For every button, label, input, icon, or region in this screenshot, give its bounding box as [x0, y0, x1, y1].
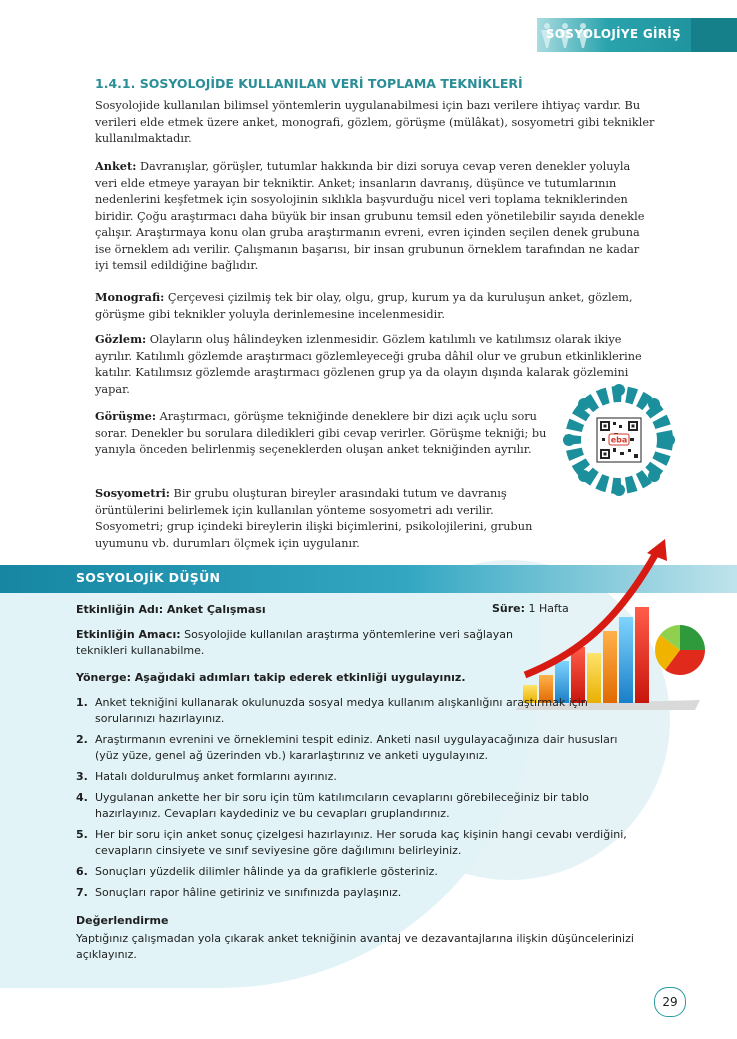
gozlem-term: Gözlem:: [95, 332, 147, 346]
evaluation-text: Yaptığınız çalışmadan yola çıkarak anket tekniğinin avantaj ve dezavantajlarına ilişkin düşüncelerinizi açıklayınız.: [76, 932, 634, 961]
activity-duration-value: 1 Hafta: [525, 602, 569, 615]
activity-purpose-value: Sosyolojide kullanılan araştırma yöntemlerine veri sağlayan teknikleri kullanabilme.: [76, 628, 513, 657]
step-number: 6.: [76, 865, 88, 878]
eba-logo: eba: [610, 435, 628, 445]
step-text: Anket tekniğini kullanarak okulunuzda sosyal medya kullanım alışkanlığını araştırmak için sorularınızı hazırlayınız.: [95, 696, 588, 725]
gorusme-text: Araştırmacı, görüşme tekniğinde deneklere bir dizi açık uçlu soru sorar. Denekler bu sorulara diledikleri gibi cevap verirler. Görüşme tekniği; bu yanıyla önceden belirlenmiş seçeneklerden oluşan anket tekniğinden ayrılır.: [95, 410, 547, 456]
anket-paragraph: [95, 158, 655, 275]
sosyometri-text: Bir grubu oluşturan bireyler arasındaki tutum ve davranış örüntülerini belirlemek için kullanılan yönteme sosyometri adı verilir. Sosyometri; grup içindeki bireylerin ilişki biçimlerini, psikolojilerini, grubun uyumunu vb. durumları ölçmek için uygulanır.: [95, 487, 533, 550]
step-text: Araştırmanın evrenini ve örneklemini tespit ediniz. Anketi nasıl uygulayacağınıza dair hususları (yüz yüze, genel ağ üzerinden vb.) kararlaştırınız ve anketi uygulayınız.: [95, 733, 618, 762]
monografi-term: Monografi:: [95, 290, 165, 304]
monografi-paragraph: [95, 289, 655, 323]
section-title: 1.4.1. SOSYOLOJİDE KULLANILAN VERİ TOPLAMA TEKNİKLERİ: [95, 76, 523, 91]
step-number: 2.: [76, 733, 88, 746]
gozlem-text: Olayların oluş hâlindeyken izlenmesidir. Gözlem katılımlı ve katılımsız olarak ikiye ayrılır. Katılımlı gözlemde araştırmacı gözlemleyeceği gruba dâhil olur ve grubun etkinliklerine katılır. Katılımsız gözlemde araştırmacı gözlenen grup ya da olayın dışında kalarak gözlemini yapar.: [95, 333, 642, 396]
step-item: [76, 864, 636, 880]
header-tab: [691, 18, 737, 52]
step-item: [76, 769, 636, 785]
step-number: 1.: [76, 696, 88, 709]
gorusme-term: Görüşme:: [95, 409, 157, 423]
activity-purpose: [76, 627, 526, 659]
sosyometri-term: Sosyometri:: [95, 486, 170, 500]
activity-name-label: Etkinliğin Adı:: [76, 603, 164, 616]
page-number: 29: [654, 987, 686, 1017]
step-text: Sonuçları yüzdelik dilimler hâlinde ya da grafiklerle gösteriniz.: [95, 865, 438, 878]
activity-duration-label: Süre:: [492, 602, 526, 615]
activity-band-title: SOSYOLOJİK DÜŞÜN: [76, 570, 221, 585]
anket-text: Davranışlar, görüşler, tutumlar hakkında bir dizi soruya cevap veren denekler yoluyla veri elde etmeye yarayan bir tekniktir. Anket; insanların davranış, düşünce ve tutumlarının nedenlerini keşfetmek için sosyolojinin sıklıkla başvurduğu nicel veri toplama tekniklerinden biridir. Çoğu araştırmacı daha büyük bir insan grubunu temsil eden yönetilebilir sayıda denekle çalışır. Araştırmaya konu olan gruba araştırmanın evreni, evren içinden seçilen denek grubuna ise örneklem adı verilir. Çalışmanın başarısı, bir insan grubunun örneklem tarafından ne kadar iyi temsil edildiğine bağlıdır.: [95, 160, 645, 272]
activity-name: [76, 602, 266, 618]
header-title: SOSYOLOJİYE GİRİŞ: [545, 27, 681, 41]
activity-purpose-label: Etkinliğin Amacı:: [76, 628, 181, 641]
step-text: Sonuçları rapor hâline getiriniz ve sınıfınızda paylaşınız.: [95, 886, 402, 899]
step-item: [76, 732, 636, 764]
step-text: Hatalı doldurulmuş anket formlarını ayırınız.: [95, 770, 337, 783]
intro-paragraph: Sosyolojide kullanılan bilimsel yöntemlerin uygulanabilmesi için bazı verilere ihtiyaç vardır. Bu verileri elde etmek üzere anket, monografi, gözlem, görüşme (mülâkat), sosyometri gibi teknikler kullanılmaktadır.: [95, 99, 655, 145]
anket-term: Anket:: [95, 159, 137, 173]
growth-chart-illustration: [515, 535, 705, 710]
activity-duration: [492, 602, 569, 615]
activity-name-value: Anket Çalışması: [163, 603, 266, 616]
step-number: 5.: [76, 828, 88, 841]
step-text: Uygulanan ankette her bir soru için tüm katılımcıların cevaplarını görebileceğiniz bir tablo hazırlayınız. Cevapları kaydediniz ve bu cevapları gruplandırınız.: [95, 791, 589, 820]
qr-emblem[interactable]: [557, 378, 681, 502]
activity-instruction: Yönerge: Aşağıdaki adımları takip ederek etkinliği uygulayınız.: [76, 671, 466, 684]
steps-list: [76, 695, 636, 906]
step-item: [76, 827, 636, 859]
step-item: [76, 695, 636, 727]
step-number: 4.: [76, 791, 88, 804]
evaluation-title: Değerlendirme: [76, 914, 169, 927]
step-item: [76, 885, 636, 901]
step-text: Her bir soru için anket sonuç çizelgesi hazırlayınız. Her soruda kaç kişinin hangi cevabı verdiğini, cevapların cinsiyete ve sınıf seviyesine göre dağılımını belirleyiniz.: [95, 828, 627, 857]
gorusme-paragraph: [95, 408, 550, 459]
step-number: 7.: [76, 886, 88, 899]
step-number: 3.: [76, 770, 88, 783]
step-item: [76, 790, 636, 822]
sosyometri-paragraph: [95, 485, 535, 552]
monografi-text: Çerçevesi çizilmiş tek bir olay, olgu, grup, kurum ya da kuruluşun anket, gözlem, görüşme gibi teknikler yoluyla derinlemesine incelenmesidir.: [95, 291, 633, 321]
header-bar: [537, 18, 737, 52]
